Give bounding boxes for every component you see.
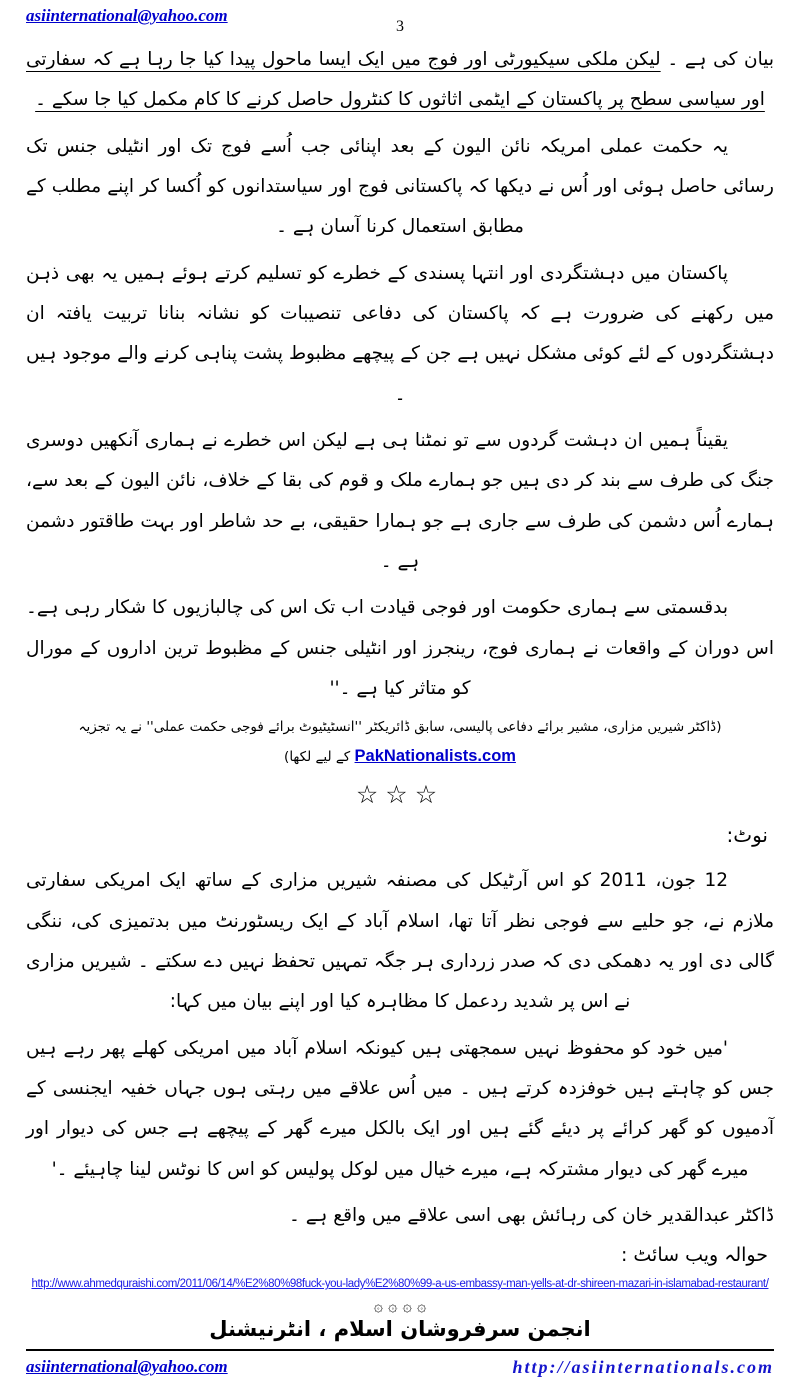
reference-url-link[interactable]: http://www.ahmedquraishi.com/2011/06/14/%E2%80%98fuck-you-lady%E2%80%99-a-us-embassy-man-yells-at-dr-shireen-mazari-in-islamabad-restaurant/ [31, 1278, 769, 1291]
paragraph-1-underlined: لیکن ملکی سیکیورٹی اور فوج میں ایک ایسا ماحول پیدا کیا جا رہا ہے کہ سفارتی اور سیاسی سطح پر پاکستان کے ایٹمی اثاثوں کا کنٹرول حاصل کرنے کا کام مکمل کیا جا سکے ۔ [26, 49, 765, 111]
page-header [26, 6, 774, 40]
article-body [26, 40, 774, 772]
attribution-text-before: (ڈاکٹر شیریں مزاری، مشیر برائے دفاعی پالیسی، سابق ڈائریکٹر ''انسٹیٹیوٹ برائے فوجی حکمت عملی'' نے یہ تجزیہ [78, 719, 722, 736]
note-followup-line: ڈاکٹر عبدالقدیر خان کی رہائش بھی اسی علاقے میں واقع ہے ۔ [288, 1204, 774, 1226]
organization-name: انجمن سرفروشان اسلام ، انٹرنیشنل [209, 1317, 591, 1342]
paragraph-1 [26, 40, 774, 121]
attribution-text-after: کے لیے لکھا) [284, 748, 351, 765]
note-section [26, 823, 774, 1266]
paragraph-1-plain: بیان کی ہے ۔ [667, 49, 774, 70]
paragraph-3: پاکستان میں دہشتگردی اور انتہا پسندی کے خطرے کو تسلیم کرتے ہوئے ہمیں یہ بھی ذہن میں رکھنے کی ضرورت ہے کہ پاکستان کی دفاعی تنصیبات کو نشانہ بنانا تربیت یافتہ ان دہشتگردوں کے لئے کوئی مشکل نہیں ہے جن کے پیچھے مظبوط پشت پناہی کرنے والے موجود ہیں ۔ [26, 262, 774, 405]
paragraph-2: یہ حکمت عملی امریکہ نائن الیون کے بعد اپنائی جب اُسے فوج تک اور انٹیلی جنس تک رسائی حاصل ہوئی اور اُس نے دیکھا کہ پاکستانی فوج اور سیاستدانوں کو اُکسا کر اپنے مطلب کے مطابق استعمال کرنا آسان ہے ۔ [26, 135, 774, 238]
ornament-divider-icons: ۞ ۞ ۞ ۞ [373, 1296, 427, 1316]
page-number: 3 [396, 18, 404, 35]
footer-email-link[interactable]: asiinternational@yahoo.com [26, 1357, 228, 1377]
page-footer [26, 1357, 774, 1378]
author-attribution [26, 715, 774, 772]
paknationalists-link[interactable]: PakNationalists.com [354, 746, 516, 765]
header-email-link[interactable]: asiinternational@yahoo.com [26, 6, 228, 25]
footer-website-link[interactable]: http://asiinternationals.com [512, 1357, 774, 1378]
paragraph-5: بدقسمتی سے ہماری حکومت اور فوجی قیادت اب تک اس کی چالبازیوں کا شکار رہی ہے۔ اس دوران کے واقعات نے ہماری فوج، رینجرز اور انٹیلی جنس کے مظبوط ترین اداروں کے مورال کو متاثر کیا ہے ۔'' [26, 597, 774, 699]
note-heading: نوٹ: [726, 823, 768, 848]
note-paragraph-1: 12 جون، 2011 کو اس آرٹیکل کی مصنفہ شیریں مزاری کے ساتھ ایک امریکی سفارتی ملازم نے، جو حلیے سے فوجی نظر آتا تھا، اسلام آباد کے ایک ریسٹورنٹ میں بدتمیزی کی، ننگی گالی دی اور یہ دھمکی دی کہ صدر زرداری ہر جگہ تمہیں تحفظ نہیں دے سکتے ۔ شیریں مزاری نے اس پر شدید ردعمل کا مظاہرہ کیا اور اپنے بیان میں کہا: [26, 870, 774, 1013]
footer-divider [26, 1349, 774, 1351]
reference-website-label: حوالہ ویب سائٹ : [620, 1244, 768, 1267]
stars-divider-icon: ☆☆☆ [355, 780, 445, 810]
paragraph-4: یقیناً ہمیں ان دہشت گردوں سے تو نمٹنا ہی ہے لیکن اس خطرے نے ہماری آنکھیں دوسری جنگ کی طرف سے بند کر دی ہیں جو ہمارے ملک و قوم کی بقا کے خلاف، نائن الیون کے بعد سے، ہمارے اُس دشمن کی طرف سے جاری ہے جو ہمارا حقیقی، بے حد شاطر اور بہت طاقتور دشمن ہے ۔ [26, 429, 774, 572]
note-quote-paragraph: 'میں خود کو محفوظ نہیں سمجھتی ہیں کیونکہ اسلام آباد میں امریکی کھلے پھر رہے ہیں جس کو چاہتے ہیں خوفزدہ کرتے ہیں ۔ میں اُس علاقے میں رہتی ہوں جہاں خفیہ ایجنسی کے آدمیوں کو گھر کرائے پر دیئے گئے ہیں اور ایک بالکل میرے گھر کے پیچھے ہے جس کی دیوار اور میرے گھر کی دیوار مشترکہ ہے، میرے خیال میں لوکل پولیس کو اس کا نوٹس لینا چاہیئے ۔' [26, 1037, 774, 1180]
